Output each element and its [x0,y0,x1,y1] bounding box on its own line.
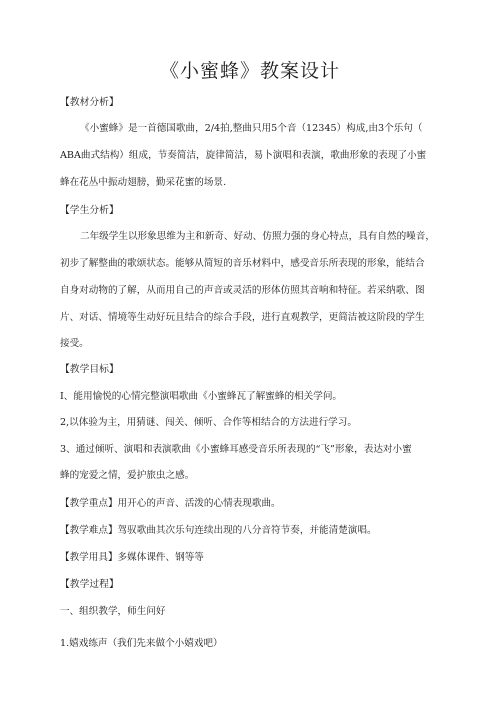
goal-item-continued: 蜂的宠爱之情，爱护旅虫之感。 [60,470,195,481]
section-heading-student: 【学生分析】 [60,205,119,216]
material-line: ABA曲式结构）组成，节奏简洁，旋律简洁，易卜演唱和表演，歌曲形象的表现了小蜜 [60,150,427,161]
teaching-tools: 【教学用具】多媒体课件、钢等等 [60,552,204,563]
document-title: 《小蜜蜂》教案设计 [159,60,340,82]
material-line: 蜂在花丛中振动翅膀，勤采花蜜的场景. [60,177,227,188]
student-line: 接受。 [60,338,89,349]
student-line: 片、对话、情境等生动好玩且结合的综合手段，进行直观教学，更简洁被这阶段的学生 [60,312,425,323]
difficulty-point: 【教学难点】驾驭歌曲其次乐句连续出现的八分音符节奏，并能清楚演唱。 [60,525,377,536]
material-line: 《小蜜蜂》是一首德国歌曲，2/4拍,整曲只用5个音（12345）构成,由3个乐句（ [80,123,423,134]
student-line: 初步了解整曲的歌颂状态。能够从简短的音乐材料中，感受音乐所表现的形象，能结合 [60,258,425,269]
process-step: 一、组织教学，师生问好 [60,606,166,617]
goal-item: I、能用愉悦的心情完整演唱歌曲《小蜜蜂瓦了解蜜蜂的相关学问。 [60,391,343,402]
goal-item: 3、通过倾听、演唱和表演歌曲《小蜜蜂耳感受音乐所表现的“飞”形象，表达对小蜜 [60,444,412,455]
section-heading-material: 【教材分析】 [60,97,119,108]
key-point: 【教学重点】用开心的声音、活泼的心情表现歌曲。 [60,498,281,509]
student-line: 二年级学生以形象思维为主和新奇、好动、仿照力强的身心特点，具有自然的噪音， [80,231,435,242]
goal-item: 2,以体验为主，用猜谜、闯关、倾听、合作等相结合的方法进行学习。 [60,417,357,428]
process-substep: 1.嬉戏练声（我们先来做个小嬉戏吧） [60,638,223,649]
section-heading-goals: 【教学目标】 [60,364,119,375]
student-line: 自身对动物的了解，从而用自己的声音或灵活的形体仿照其音响和特征。若采纳歌、图 [60,285,425,296]
section-heading-process: 【教学过程】 [60,579,119,590]
